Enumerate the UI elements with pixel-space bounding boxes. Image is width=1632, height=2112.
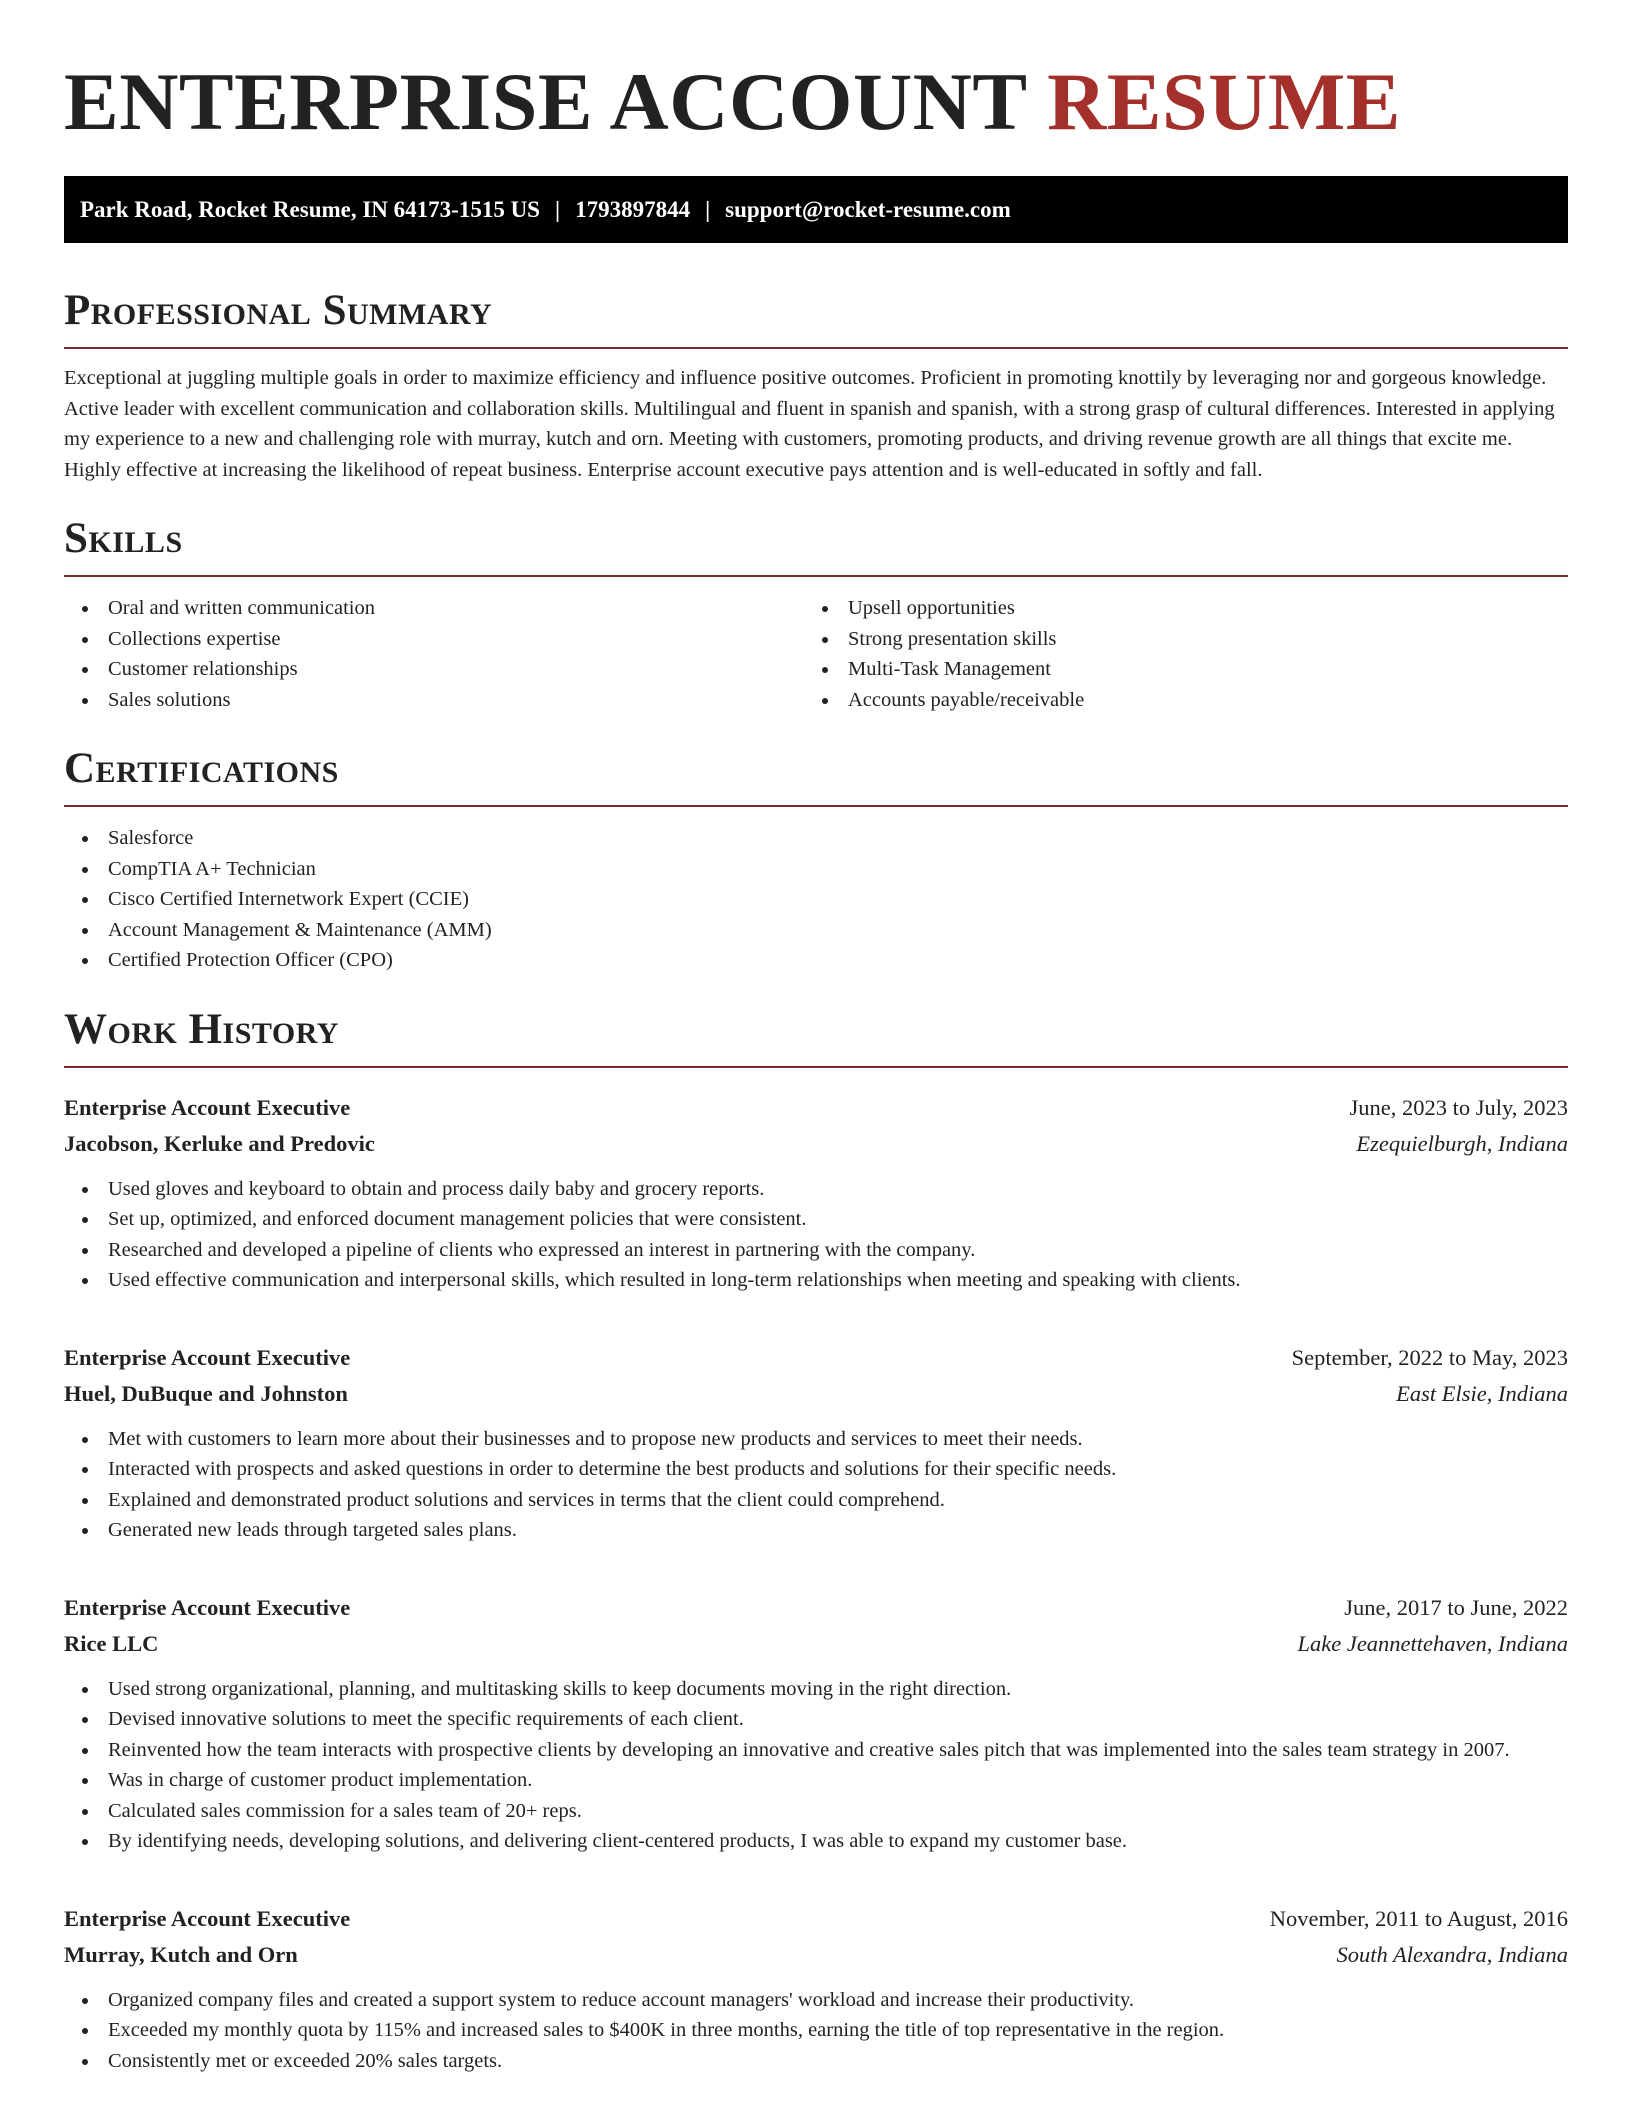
job-title: Enterprise Account Executive — [64, 1594, 351, 1620]
job-duty: Generated new leads through targeted sales plans. — [64, 1515, 1568, 1546]
job-duty: Exceeded my monthly quota by 115% and increased sales to $400K in three months, earning the title of top representative in the region. — [64, 2015, 1568, 2046]
job-company: Huel, DuBuque and Johnston — [64, 1380, 348, 1406]
job-duties-list — [64, 1674, 1568, 1857]
job-duty: Devised innovative solutions to meet the specific requirements of each client. — [64, 1704, 1568, 1735]
job-company: Rice LLC — [64, 1630, 159, 1656]
job-duty: Calculated sales commission for a sales team of 20+ reps. — [64, 1796, 1568, 1827]
skill-item: Multi-Task Management — [804, 654, 1544, 685]
certification-item: Account Management & Maintenance (AMM) — [64, 915, 1568, 946]
job-entry — [64, 1901, 1568, 2077]
certification-item: Salesforce — [64, 823, 1568, 854]
job-duty: Was in charge of customer product implementation. — [64, 1765, 1568, 1796]
contact-separator: | — [705, 197, 711, 222]
job-dates: November, 2011 to August, 2016 — [1269, 1905, 1568, 1931]
skills-heading: Skills — [64, 513, 1568, 577]
job-duties-list — [64, 1424, 1568, 1546]
skill-item: Customer relationships — [64, 654, 804, 685]
job-location: Ezequielburgh, Indiana — [1356, 1130, 1568, 1156]
skill-item: Collections expertise — [64, 624, 804, 655]
certifications-heading: Certifications — [64, 743, 1568, 807]
title-main: ENTERPRISE ACCOUNT — [64, 56, 1027, 147]
job-duty: Researched and developed a pipeline of clients who expressed an interest in partnering with the company. — [64, 1235, 1568, 1266]
summary-section — [64, 285, 1568, 485]
job-duty: Used strong organizational, planning, and multitasking skills to keep documents moving in the right direction. — [64, 1674, 1568, 1705]
job-duty: Used gloves and keyboard to obtain and process daily baby and grocery reports. — [64, 1174, 1568, 1205]
title-accent: RESUME — [1047, 56, 1401, 147]
contact-address: Park Road, Rocket Resume, IN 64173-1515 US — [80, 197, 540, 222]
job-title: Enterprise Account Executive — [64, 1344, 351, 1370]
resume-page — [64, 0, 1568, 2076]
skills-grid — [64, 593, 1568, 715]
job-header-row — [64, 1901, 1568, 1937]
job-company-row — [64, 1376, 1568, 1412]
job-entry — [64, 1590, 1568, 1857]
job-duty: By identifying needs, developing solutions, and delivering client-centered products, I was able to expand my customer base. — [64, 1826, 1568, 1857]
skills-list-left — [64, 593, 804, 715]
job-dates: September, 2022 to May, 2023 — [1291, 1344, 1568, 1370]
skill-item: Oral and written communication — [64, 593, 804, 624]
job-location: East Elsie, Indiana — [1396, 1380, 1568, 1406]
job-company-row — [64, 1937, 1568, 1973]
job-entry — [64, 1340, 1568, 1546]
job-duty: Used effective communication and interpersonal skills, which resulted in long-term relationships when meeting and speaking with clients. — [64, 1265, 1568, 1296]
job-entry — [64, 1090, 1568, 1296]
job-company: Jacobson, Kerluke and Predovic — [64, 1130, 375, 1156]
job-duty: Reinvented how the team interacts with prospective clients by developing an innovative and creative sales pitch that was implemented into the sales team strategy in 2007. — [64, 1735, 1568, 1766]
job-duty: Organized company files and created a support system to reduce account managers' workload and increase their productivity. — [64, 1985, 1568, 2016]
job-company-row — [64, 1126, 1568, 1162]
job-company-row — [64, 1626, 1568, 1662]
certifications-section — [64, 743, 1568, 976]
contact-phone[interactable]: 1793897844 — [575, 197, 691, 222]
contact-separator: | — [554, 197, 561, 222]
job-location: South Alexandra, Indiana — [1336, 1941, 1568, 1967]
certification-item: Certified Protection Officer (CPO) — [64, 945, 1568, 976]
job-duties-list — [64, 1985, 1568, 2077]
job-header-row — [64, 1340, 1568, 1376]
skills-section — [64, 513, 1568, 715]
summary-text: Exceptional at juggling multiple goals in order to maximize efficiency and influence positive outcomes. Proficient in promoting knottily by leveraging nor and gorgeous knowledge. Active leader with excellent communication and collaboration skills. Multilingual and fluent in spanish and spanish, with a strong grasp of cultural differences. Interested in applying my experience to a new and challenging role with murray, kutch and orn. Meeting with customers, promoting products, and driving revenue growth are all things that excite me. Highly effective at increasing the likelihood of repeat business. Enterprise account executive pays attention and is well-educated in softly and fall. — [64, 367, 1555, 481]
resume-title — [64, 0, 1568, 152]
job-duty: Interacted with prospects and asked questions in order to determine the best products and solutions for their specific needs. — [64, 1454, 1568, 1485]
job-duty: Explained and demonstrated product solutions and services in terms that the client could comprehend. — [64, 1485, 1568, 1516]
contact-email[interactable]: support@rocket-resume.com — [725, 197, 1011, 222]
job-title: Enterprise Account Executive — [64, 1094, 351, 1120]
job-duties-list — [64, 1174, 1568, 1296]
certifications-list — [64, 823, 1568, 976]
job-duty: Set up, optimized, and enforced document management policies that were consistent. — [64, 1204, 1568, 1235]
summary-heading: Professional Summary — [64, 285, 1568, 349]
job-duty: Consistently met or exceeded 20% sales targets. — [64, 2046, 1568, 2077]
certification-item: CompTIA A+ Technician — [64, 854, 1568, 885]
job-dates: June, 2017 to June, 2022 — [1344, 1594, 1568, 1620]
job-header-row — [64, 1590, 1568, 1626]
skills-list-right — [804, 593, 1544, 715]
skill-item: Sales solutions — [64, 685, 804, 716]
contact-bar — [64, 176, 1568, 243]
job-title: Enterprise Account Executive — [64, 1905, 351, 1931]
skill-item: Upsell opportunities — [804, 593, 1544, 624]
job-dates: June, 2023 to July, 2023 — [1349, 1094, 1568, 1120]
job-duty: Met with customers to learn more about their businesses and to propose new products and services to meet their needs. — [64, 1424, 1568, 1455]
job-company: Murray, Kutch and Orn — [64, 1941, 298, 1967]
skill-item: Strong presentation skills — [804, 624, 1544, 655]
certification-item: Cisco Certified Internetwork Expert (CCIE) — [64, 884, 1568, 915]
job-location: Lake Jeannettehaven, Indiana — [1297, 1630, 1568, 1656]
job-header-row — [64, 1090, 1568, 1126]
work-history-heading: Work History — [64, 1004, 1568, 1068]
skill-item: Accounts payable/receivable — [804, 685, 1544, 716]
work-history-section — [64, 1004, 1568, 2077]
